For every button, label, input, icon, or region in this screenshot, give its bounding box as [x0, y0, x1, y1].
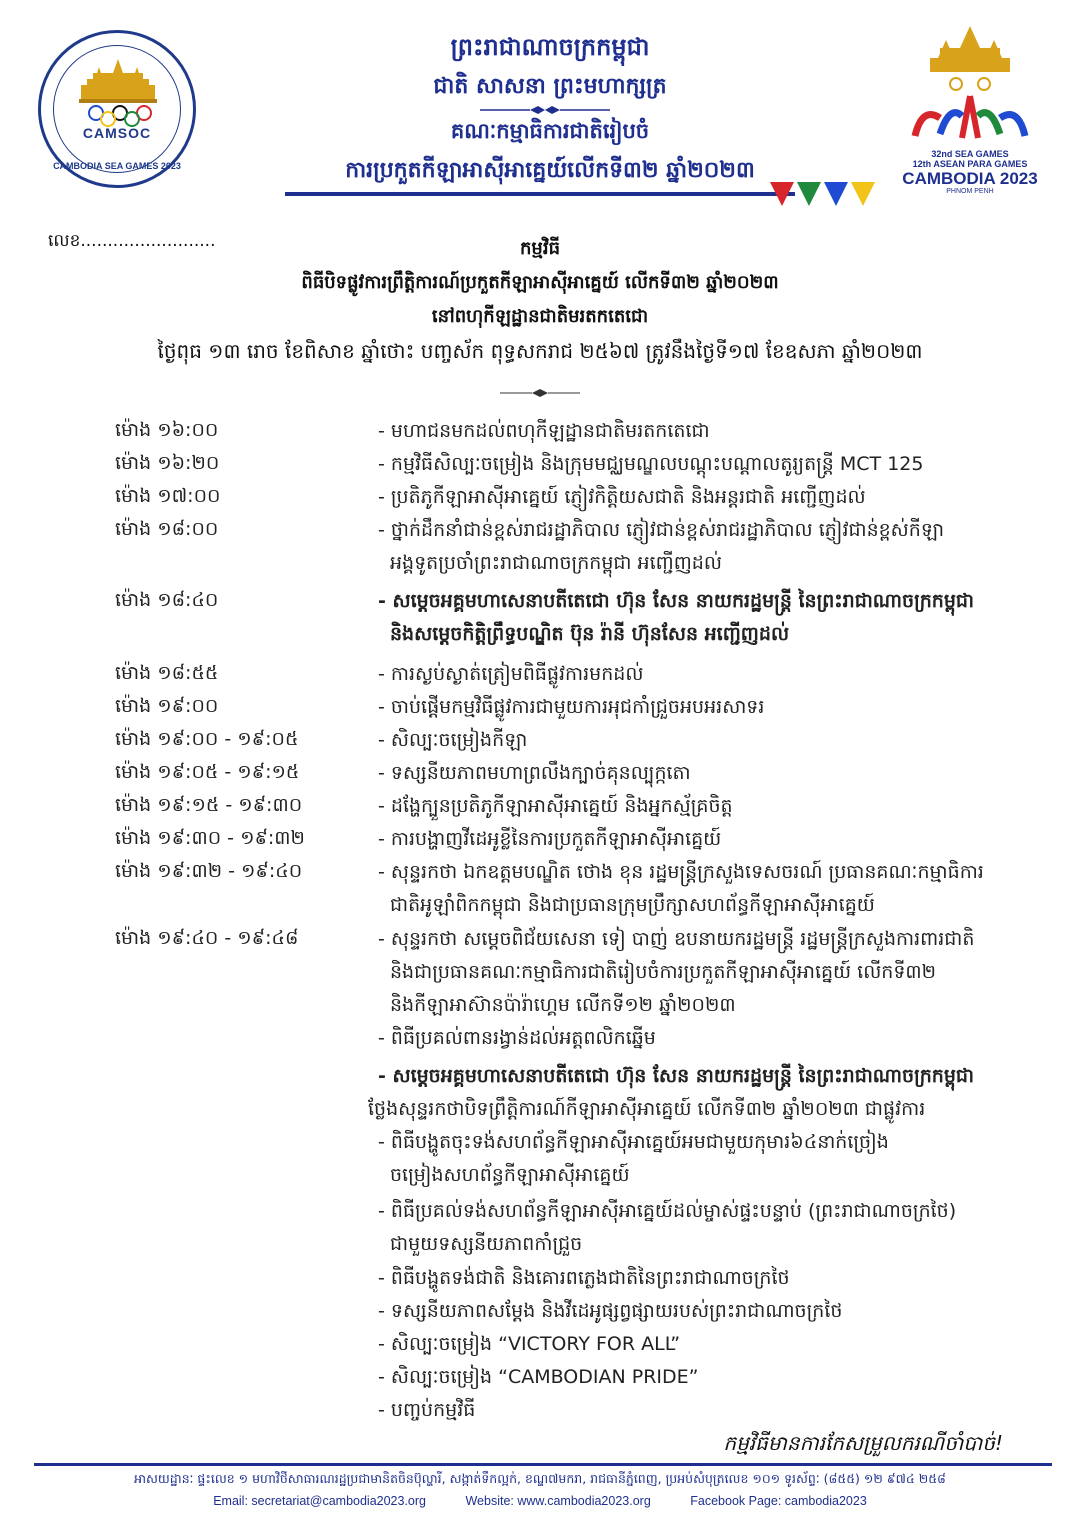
schedule-line: - ទស្សនីយភាពមហាព្រលឹងក្បាច់គុនល្បុក្កតោ	[378, 762, 691, 784]
schedule-time: ម៉ោង ១៩:៣២ - ១៩:៤០	[115, 860, 303, 882]
schedule-time: ម៉ោង ១៦:០០	[115, 419, 219, 441]
motto: ជាតិ សាសនា ព្រះមហាក្សត្រ	[433, 74, 667, 99]
games-logo-line2: 12th ASEAN PARA GAMES	[912, 158, 1028, 169]
games-logo-line1: 32nd SEA GAMES	[931, 149, 1009, 159]
schedule-item	[378, 481, 1028, 514]
schedule-time: ម៉ោង ១៩:៣០ - ១៩:៣២	[115, 827, 305, 849]
schedule-time: ម៉ោង ១៩:០៥ - ១៩:១៥	[115, 761, 300, 783]
camsoc-seal	[38, 30, 196, 188]
program-line: - សម្តេចអគ្គមហាសេនាបតីតេជោ ហ៊ុន សែន នាយករដ្ឋមន្រ្តី នៃព្រះរាជាណាចក្រកម្ពុជា	[378, 1065, 975, 1087]
schedule-line: - មហាជនមកដល់ពហុកីឡដ្ឋានជាតិមរតកតេជោ	[378, 420, 710, 442]
schedule-line: និងជាប្រធានគណៈកម្មាធិការជាតិរៀបចំការប្រកួតកីឡាអាស៊ីអាគ្នេយ៍ លើកទី៣២	[390, 961, 937, 983]
committee-title: គណៈកម្មាធិការជាតិរៀបចំ	[450, 119, 650, 143]
schedule-item	[378, 415, 1028, 448]
schedule-item	[378, 658, 1028, 691]
schedule-line: - កម្មវិធីសិល្បៈចម្រៀង និងក្រុមមជ្ឈមណ្ឌលបណ្តុះបណ្តាលតូរ្យតន្រ្តី MCT 125	[378, 453, 924, 475]
schedule-line: - សុន្ទរកថា ឯកឧត្តមបណ្ឌិត ថោង ខុន រដ្ឋមន្រ្តីក្រសួងទេសចរណ៍ ប្រធានគណៈកម្មាធិការ	[378, 861, 984, 883]
schedule-line: និងកីឡាអាស៊ានប៉ារ៉ាហ្គេម លើកទី១២ ឆ្នាំ២០២៣	[390, 994, 736, 1016]
sea-games-logo	[900, 26, 1040, 216]
program-line: - ពិធីបង្ហូតចុះទង់សហព័ន្ធកីឡាអាស៊ីអាគ្នេយ៍អមជាមួយកុមារ៦៤នាក់ច្រៀង	[378, 1131, 889, 1153]
schedule-line: - ដង្ហែក្បួនប្រតិភូកីឡាអាស៊ីអាគ្នេយ៍ និងអ្នកស្ម័គ្រចិត្ត	[378, 795, 733, 817]
program-line: ចម្រៀងសហព័ន្ធកីឡាអាស៊ីអាគ្នេយ៍	[390, 1164, 630, 1186]
schedule-line: - ការបង្ហាញវីដេអូខ្លីនៃការប្រកួតកីឡាអាស៊ីអាគ្នេយ៍	[378, 828, 722, 850]
kingdom-title: ព្រះរាជាណាចក្រកម្ពុជា	[450, 33, 650, 61]
color-triangles	[770, 182, 875, 208]
program-line: - ពិធីបង្ហូតទង់ជាតិ និងគោរពភ្លេងជាតិនៃព្រះរាជាណាចក្រថៃ	[378, 1267, 790, 1289]
header-rule	[285, 192, 795, 196]
schedule-item	[378, 856, 1028, 922]
schedule-item	[378, 724, 1028, 757]
program-line: - ពិធីប្រគល់ពានរង្វាន់ដល់អត្តពលិកឆ្នើម	[378, 1027, 656, 1049]
reference-number: លេខ.........................	[48, 231, 216, 251]
program-line: - សិល្បៈចម្រៀង “CAMBODIAN PRIDE”	[378, 1366, 699, 1388]
schedule-line: ជាតិអូឡាំពិកកម្ពុជា និងជាប្រធានក្រុមប្រឹក្សាសហព័ន្ធកីឡាអាស៊ីអាគ្នេយ៍	[390, 894, 875, 916]
schedule-line: - ចាប់ផ្តើមកម្មវិធីផ្លូវការជាមួយការអុជកាំជ្រួចអបអរសាទរ	[378, 696, 765, 718]
schedule-line: និងសម្តេចកិត្តិព្រឹទ្ធបណ្ឌិត ប៊ុន រ៉ានី ហ៊ុនសែន អញ្ជើញដល់	[390, 623, 790, 645]
program-line: - សិល្បៈចម្រៀង “VICTORY FOR ALL”	[378, 1333, 681, 1355]
ceremony-title: ពិធីបិទផ្លូវការព្រឹត្តិការណ៍ប្រកួតកីឡាអាស៊ីអាគ្នេយ៍ លើកទី៣២ ឆ្នាំ២០២៣	[301, 272, 779, 293]
program-item	[378, 1262, 1028, 1295]
program-item	[378, 1328, 1028, 1361]
venue: នៅពហុកីឡដ្ឋានជាតិមរតកតេជោ	[431, 306, 649, 327]
closing-note: កម្មវិធីមានការកែសម្រួលករណីចាំបាច់!	[723, 1431, 1003, 1455]
schedule-item	[378, 823, 1028, 856]
schedule-time: ម៉ោង ១៨:៤០	[115, 589, 219, 611]
footer-address: អាសយដ្ឋានៈ ផ្ទះលេខ ១ មហាវិថីសាធារណរដ្ឋប្រជាមានិតចិនប៊ុល្ហារី, សង្កាត់ទឹកល្អក់, ខណ្ឌ៧មករា, រាជធានីភ្នំពេញ, ប្រអប់សំបុត្រលេខ ១០១ ទូរស័ព្ទៈ (៨៥៥) ១២ ៩៧៤ ២៥៨	[134, 1471, 946, 1486]
program-line: ជាមួយទស្សនីយភាពកាំជ្រួច	[390, 1233, 583, 1255]
schedule-item	[378, 790, 1028, 823]
schedule-line: - ការស្ងប់ស្ងាត់ត្រៀមពិធីផ្លូវការមកដល់	[378, 663, 644, 685]
footer-email[interactable]: Email: secretariat@cambodia2023.org	[213, 1494, 426, 1508]
footer-contacts	[40, 1494, 1040, 1508]
program-item	[378, 1361, 1028, 1394]
small-divider	[500, 388, 580, 398]
schedule-time: ម៉ោង ១៦:២០	[115, 452, 220, 474]
ornament-divider	[480, 104, 610, 116]
footer-website[interactable]: Website: www.cambodia2023.org	[465, 1494, 651, 1508]
footer-rule	[34, 1463, 1052, 1466]
schedule-line: - សុន្ទរកថា សម្តេចពិជ័យសេនា ទៀ បាញ់ ឧបនាយករដ្ឋមន្រ្តី រដ្ឋមន្រ្តីក្រសួងការពារជាតិ	[378, 928, 975, 950]
program-item	[378, 1195, 1028, 1261]
schedule-item	[378, 448, 1028, 481]
program-line: - ទស្សនីយភាពសម្តែង និងវីដេអូផ្សព្វផ្សាយរបស់ព្រះរាជាណាចក្រថៃ	[378, 1300, 843, 1322]
schedule-line: អង្គទូតប្រចាំព្រះរាជាណាចក្រកម្ពុជា អញ្ជើញដល់	[390, 552, 722, 574]
schedule-line: - ប្រតិភូកីឡាអាស៊ីអាគ្នេយ៍ ភ្ញៀវកិត្តិយសជាតិ និងអន្តរជាតិ អញ្ជើញដល់	[378, 486, 866, 508]
angkor-temple-icon	[79, 59, 157, 105]
schedule-time: ម៉ោង ១៩:៤០ - ១៩:៤៨	[115, 927, 299, 949]
seal-code: CAMSOC	[82, 125, 152, 141]
schedule-item	[378, 585, 1028, 651]
seal-arc-text: CAMBODIA SEA GAMES 2023	[53, 161, 181, 171]
schedule-item	[378, 757, 1028, 790]
schedule-line: - សម្តេចអគ្គមហាសេនាបតីតេជោ ហ៊ុន សែន នាយករដ្ឋមន្រ្តី នៃព្រះរាជាណាចក្រកម្ពុជា	[378, 590, 975, 612]
event-date: ថ្ងៃពុធ ១៣ រោច ខែពិសាខ ឆ្នាំថោះ បញ្ចស័ក ពុទ្ធសករាជ ២៥៦៧ ត្រូវនឹងថ្ងៃទី១៧ ខែឧសភា ឆ្នាំ២០២៣	[157, 339, 923, 363]
program-item	[378, 1126, 1028, 1192]
program-line: - ពិធីប្រគល់ទង់សហព័ន្ធកីឡាអាស៊ីអាគ្នេយ៍ដល់ម្ចាស់ផ្ទះបន្ទាប់ (ព្រះរាជាណាចក្រថៃ)	[378, 1200, 957, 1222]
games-logo-line4: PHNOM PENH	[946, 188, 994, 196]
schedule-time: ម៉ោង ១៩:១៥ - ១៩:៣០	[115, 794, 303, 816]
program-item	[378, 1022, 1028, 1055]
program-item	[378, 1060, 1028, 1093]
program-item	[368, 1093, 1018, 1126]
program-title: កម្មវិធី	[520, 238, 560, 259]
schedule-line: - សិល្បៈចម្រៀងកីឡា	[378, 729, 528, 751]
footer-facebook[interactable]: Facebook Page: cambodia2023	[690, 1494, 867, 1508]
program-item	[378, 1394, 1028, 1427]
schedule-time: ម៉ោង ១៩:០០	[115, 695, 219, 717]
program-line: ថ្លែងសុន្ទរកថាបិទព្រឹត្តិការណ៍កីឡាអាស៊ីអាគ្នេយ៍ លើកទី៣២ ឆ្នាំ២០២៣ ជាផ្លូវការ	[368, 1098, 926, 1120]
schedule-time: ម៉ោង ១៨:០០	[115, 518, 219, 540]
schedule-line: - ថ្នាក់ដឹកនាំជាន់ខ្ពស់រាជរដ្ឋាភិបាល ភ្ញៀវជាន់ខ្ពស់រាជរដ្ឋាភិបាល ភ្ញៀវជាន់ខ្ពស់កីឡា	[378, 519, 945, 541]
program-line: - បញ្ចប់កម្មវិធី	[378, 1399, 476, 1421]
temple-emblem-icon	[900, 26, 1040, 146]
schedule-time: ម៉ោង ១៧:០០	[115, 485, 221, 507]
schedule-item	[378, 514, 1028, 580]
olympic-rings-icon	[85, 105, 155, 127]
schedule-item	[378, 691, 1028, 724]
program-item	[378, 1295, 1028, 1328]
schedule-time: ម៉ោង ១៨:៥៥	[115, 662, 219, 684]
schedule-time: ម៉ោង ១៩:០០ - ១៩:០៥	[115, 728, 299, 750]
schedule-item	[378, 923, 1028, 1022]
games-title: ការប្រកួតកីឡាអាស៊ីអាគ្នេយ៍លើកទី៣២ ឆ្នាំ២០២៣	[345, 158, 755, 183]
games-logo-line3: CAMBODIA 2023	[902, 168, 1038, 188]
